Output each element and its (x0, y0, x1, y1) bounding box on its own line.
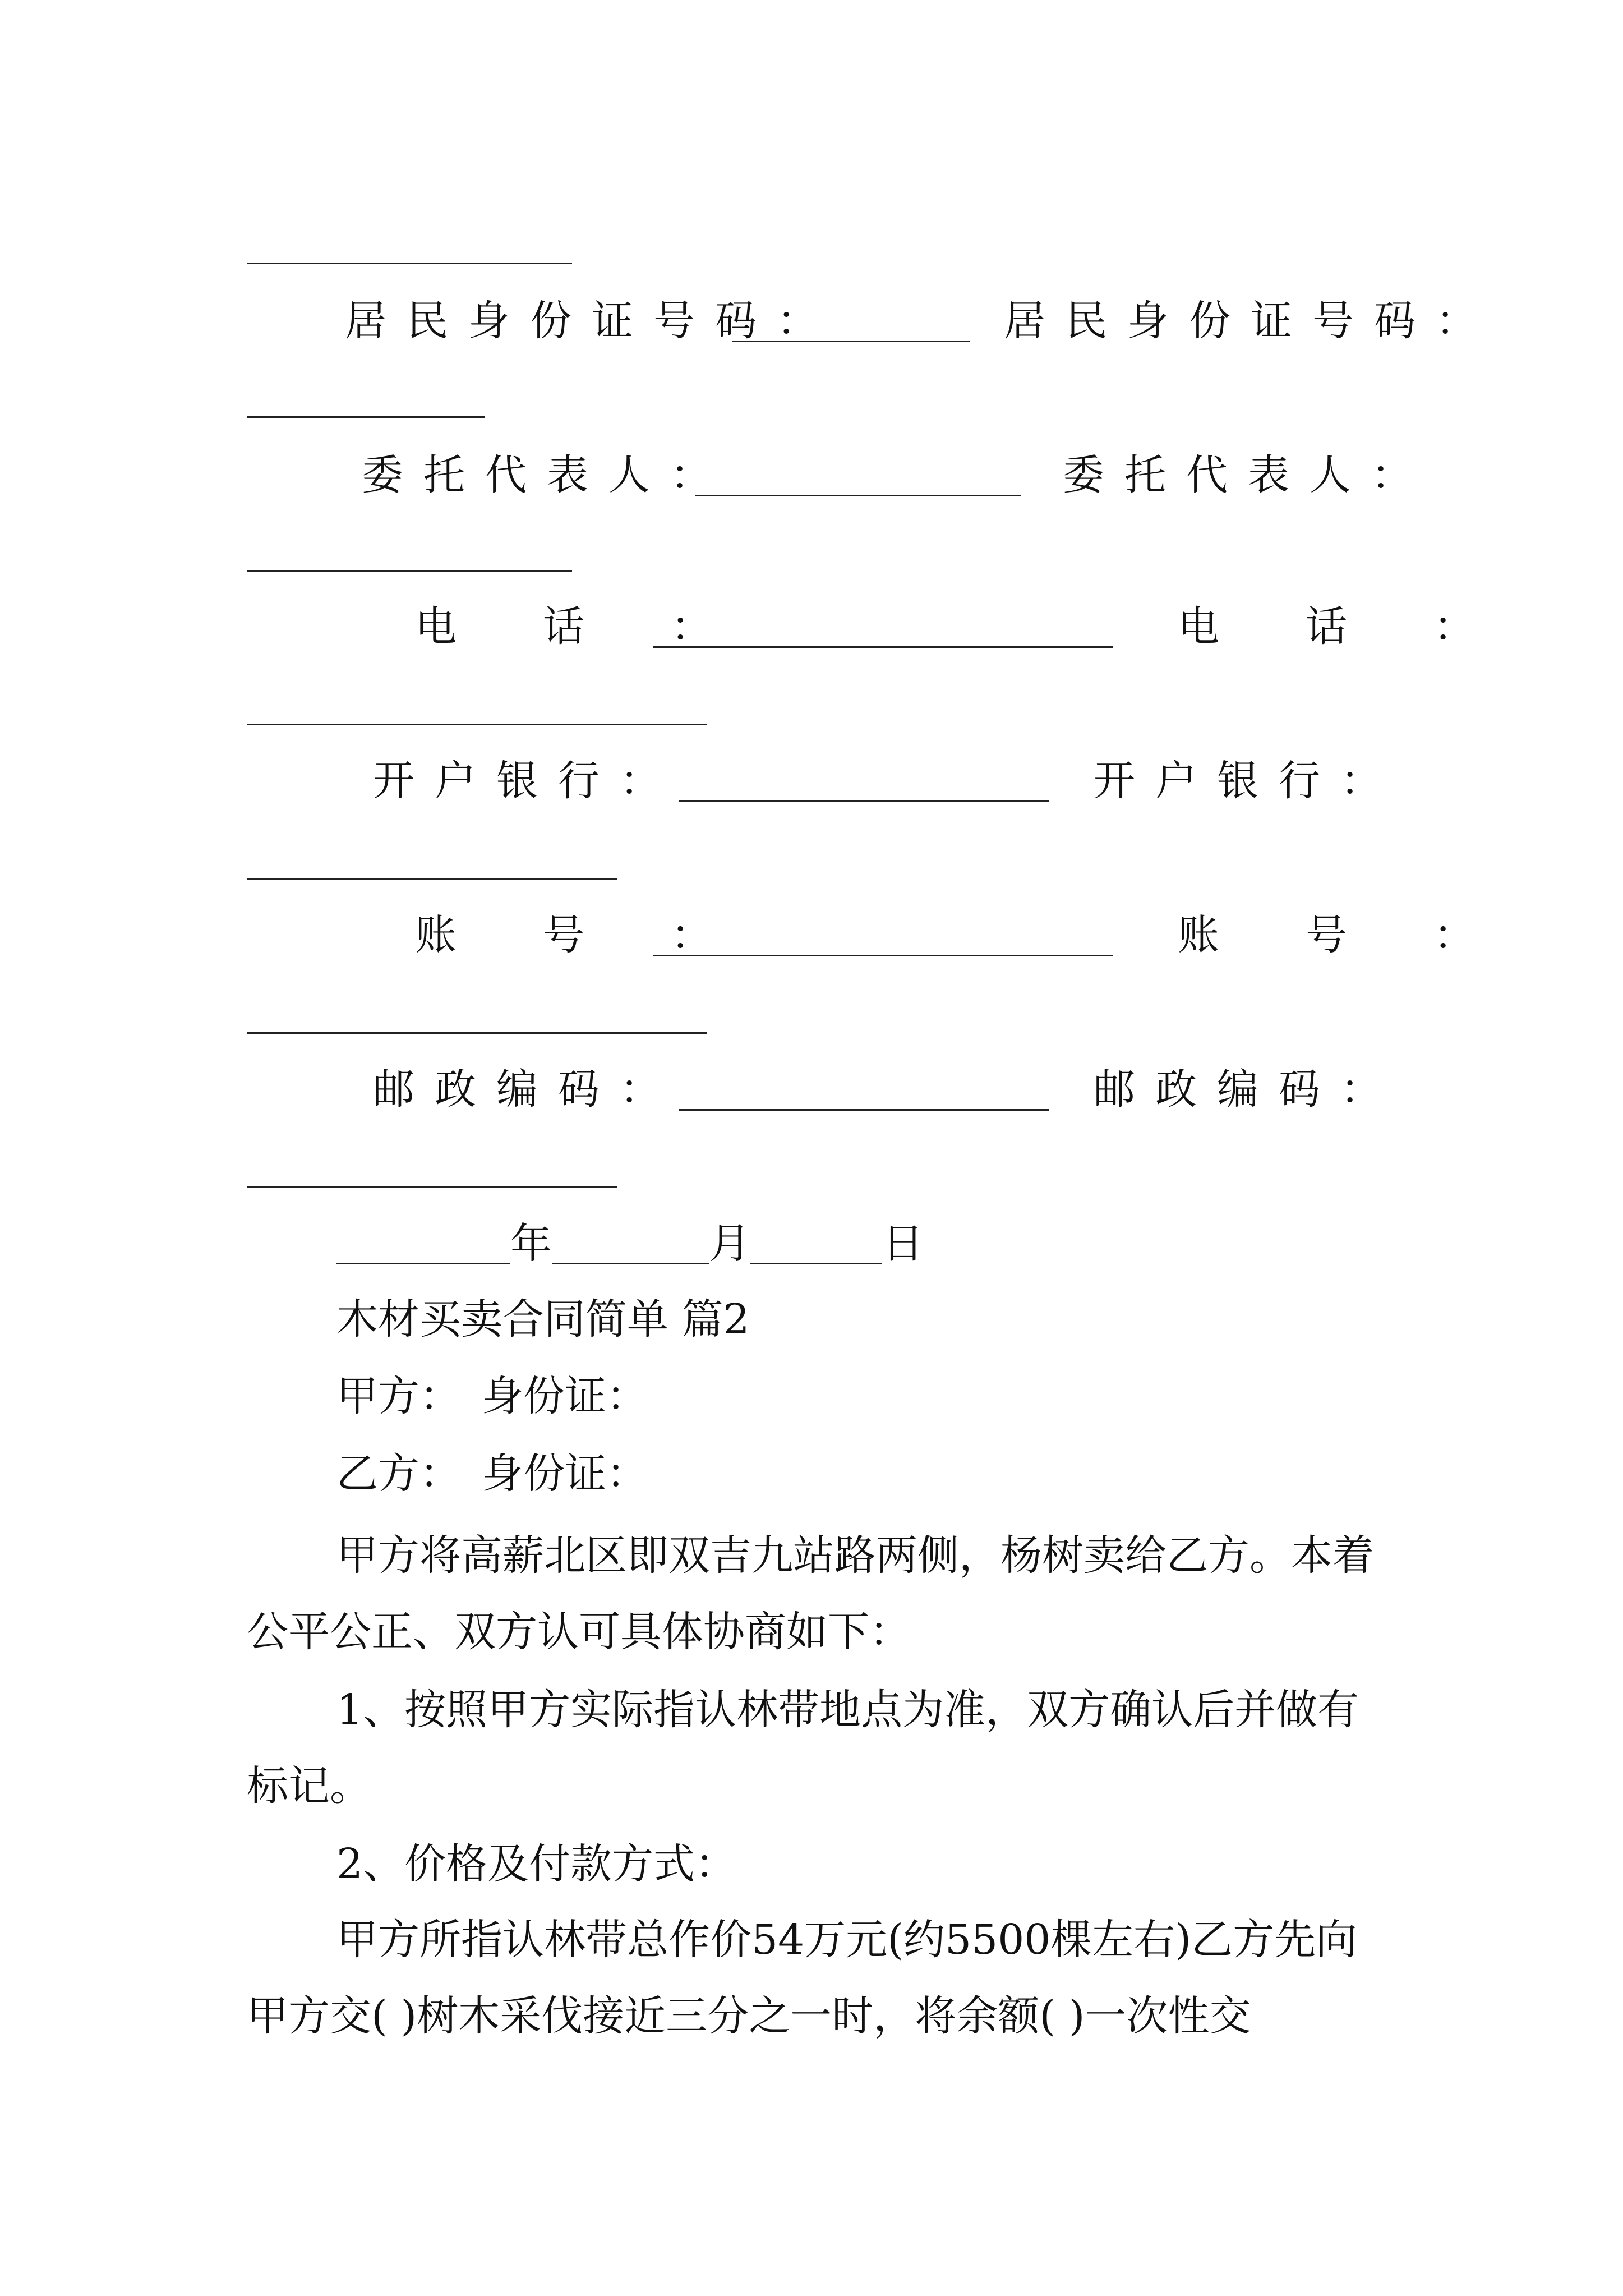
delegate-blank-right[interactable] (247, 570, 572, 572)
postcode-label-left: 邮政编码： (373, 1065, 681, 1114)
account-blank-right[interactable] (247, 1032, 707, 1034)
month-blank[interactable] (552, 1223, 709, 1264)
signature-blank-line (247, 263, 572, 264)
account-label-right (1178, 911, 1497, 959)
id-number-blank-right[interactable] (247, 416, 485, 418)
phone-label-right (1178, 602, 1497, 651)
account-blank-left[interactable] (653, 955, 1113, 956)
account-label-text-right: 账 号 ： (1178, 911, 1497, 959)
day-blank[interactable] (750, 1223, 882, 1264)
paragraph-1-text: 甲方将高薪北区即双吉九站路两侧，杨树卖给乙方。本着公平公正、双方认可具体协商如下： (247, 1531, 1374, 1656)
postcode-label-right: 邮政编码： (1094, 1065, 1402, 1114)
party-a-line: 甲方： 身份证： (336, 1372, 648, 1420)
month-label: 月 (709, 1220, 750, 1268)
postcode-blank-left[interactable] (679, 1109, 1049, 1111)
delegate-blank-left[interactable] (695, 495, 1021, 496)
phone-blank-right[interactable] (247, 724, 707, 725)
party-b-line: 乙方： 身份证： (336, 1450, 648, 1498)
paragraph-3 (247, 1826, 1388, 1902)
bank-blank-right[interactable] (247, 878, 617, 880)
section-title: 木材买卖合同简单 篇2 (336, 1295, 750, 1343)
day-label: 日 (882, 1220, 924, 1268)
year-blank[interactable] (336, 1223, 510, 1264)
account-label-text: 账 号 ： (415, 911, 735, 959)
bank-blank-left[interactable] (679, 800, 1049, 802)
phone-label-left (415, 602, 735, 651)
account-label-left (415, 911, 735, 959)
phone-label-text: 电 话 ： (415, 602, 735, 651)
bank-label-right: 开户银行： (1094, 757, 1402, 805)
delegate-label-right: 委托代表人： (1063, 451, 1433, 499)
paragraph-2 (247, 1672, 1388, 1824)
bank-label-left: 开户银行： (373, 757, 681, 805)
id-number-blank-left[interactable] (732, 341, 970, 342)
phone-blank-left[interactable] (653, 646, 1113, 648)
phone-label-text-right: 电 话 ： (1178, 602, 1497, 651)
id-number-label-left: 居民身份证号码： (345, 297, 838, 345)
date-line (336, 1220, 924, 1268)
id-number-label-right: 居民身份证号码： (1004, 297, 1497, 345)
paragraph-4 (247, 1902, 1388, 2054)
paragraph-1 (247, 1517, 1388, 1670)
year-label: 年 (510, 1220, 552, 1268)
paragraph-3-text: 2、价格及付款方式： (336, 1840, 737, 1888)
postcode-blank-right[interactable] (247, 1186, 617, 1188)
delegate-label-left: 委托代表人： (362, 451, 732, 499)
paragraph-4-text: 甲方所指认林带总作价54万元(约5500棵左右)乙方先向甲方交( )树木采伐接近三分之一时，将余额( )一次性交 (247, 1916, 1358, 2040)
paragraph-2-text: 1、按照甲方实际指认林带地点为准，双方确认后并做有标记。 (247, 1686, 1359, 1810)
